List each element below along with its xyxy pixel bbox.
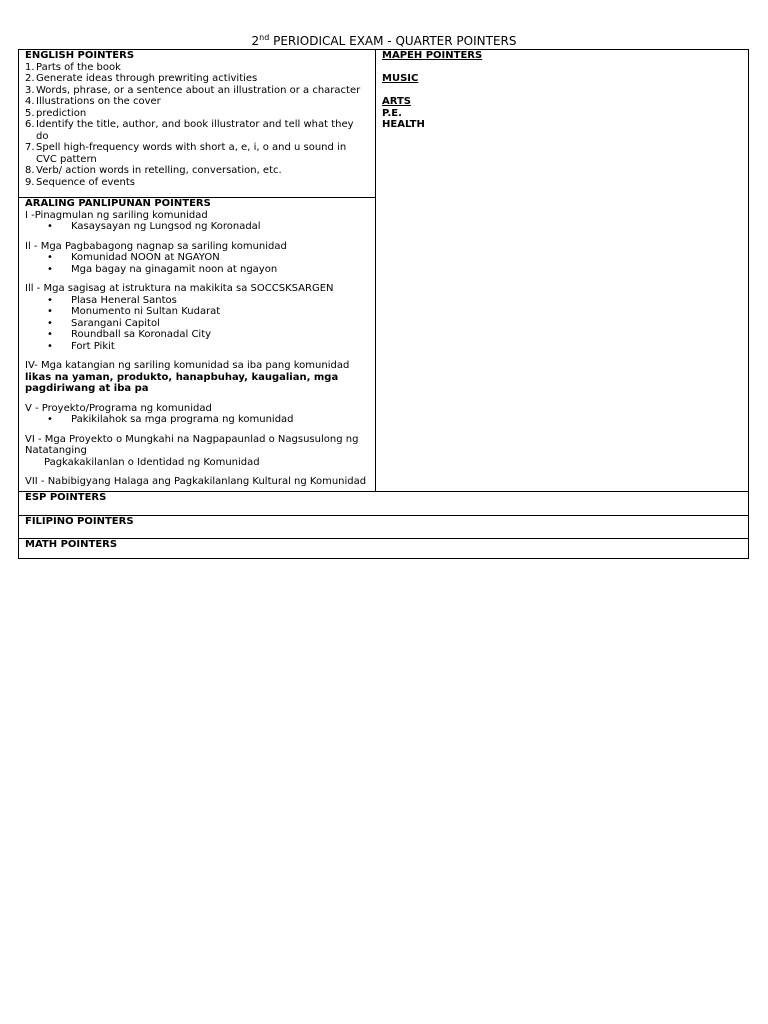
- list-item: • Sarangani Capitol: [47, 317, 160, 329]
- bullet-icon: •: [47, 340, 53, 352]
- bullet-icon: •: [47, 252, 53, 263]
- pointers-table: [18, 49, 749, 559]
- title-prefix: 2: [251, 34, 260, 48]
- bullet-icon: •: [47, 414, 53, 425]
- list-item: • Komunidad NOON at NGAYON: [47, 252, 220, 263]
- list-item: • Fort Pikit: [47, 340, 115, 352]
- math-heading: MATH POINTERS: [25, 539, 118, 550]
- section-bold-text: likas na yaman, produkto, hanapbuhay, kaugalian, mga pagdiriwang at iba pa: [25, 371, 339, 394]
- esp-row: [19, 491, 748, 515]
- section-heading: V - Proyekto/Programa ng komunidad: [25, 402, 212, 414]
- araling-heading: ARALING PANLIPUNAN POINTERS: [25, 198, 211, 209]
- bullet-icon: •: [47, 263, 53, 275]
- mapeh-heading: [382, 50, 742, 62]
- list-item: 4. Illustrations on the cover: [25, 96, 161, 107]
- list-item: 6. Identify the title, author, and book illustrator and tell what they do: [25, 119, 354, 142]
- list-item: • Kasaysayan ng Lungsod ng Koronadal: [47, 221, 261, 232]
- title-superscript: nd: [259, 33, 270, 42]
- english-cell: [19, 50, 376, 198]
- math-row: [19, 538, 748, 558]
- list-item: • Roundball sa Koronadal City: [47, 329, 212, 340]
- list-item: 9. Sequence of events: [25, 176, 136, 188]
- section-list: [25, 252, 369, 275]
- arts-label: ARTS: [382, 96, 412, 107]
- section-heading: VII - Nabibigyang Halaga ang Pagkakilanlang Kultural ng Komunidad: [25, 476, 367, 487]
- list-item: • Monumento ni Sultan Kudarat: [47, 306, 221, 317]
- list-item: 3. Words, phrase, or a sentence about an illustration or a character: [25, 84, 361, 96]
- health-label: HEALTH: [382, 119, 425, 130]
- section-heading: I -Pinagmulan ng sariling komunidad: [25, 209, 208, 221]
- list-item: • Mga bagay na ginagamit noon at ngayon: [47, 263, 278, 275]
- section-list: [25, 295, 369, 353]
- bullet-icon: •: [47, 329, 53, 340]
- filipino-row: [19, 515, 748, 538]
- section-list: [25, 414, 369, 426]
- list-item: • Pakikilahok sa mga programa ng komunidad: [47, 414, 294, 425]
- title-rest: PERIODICAL EXAM - QUARTER POINTERS: [269, 34, 517, 48]
- bullet-icon: •: [47, 306, 53, 317]
- filipino-heading: FILIPINO POINTERS: [25, 516, 134, 527]
- section-heading: VI - Mga Proyekto o Mungkahi na Nagpapaunlad o Nagsusulong ng Natatanging: [25, 433, 359, 456]
- esp-heading: ESP POINTERS: [25, 492, 107, 503]
- section-list: [25, 221, 369, 233]
- section-heading: Ill - Mga sagisag at istruktura na makikita sa SOCCSKSARGEN: [25, 283, 334, 294]
- mapeh-heading-rest: POINTERS: [425, 50, 483, 61]
- section-heading: IV- Mga katangian ng sariling komunidad sa iba pang komunidad: [25, 360, 350, 371]
- section-heading: Il - Mga Pagbabagong nagnap sa sariling komunidad: [25, 240, 287, 252]
- list-item: 5. prediction: [25, 107, 87, 119]
- music-label: MUSIC: [382, 73, 419, 84]
- list-item: 2. Generate ideas through prewriting activities: [25, 73, 258, 84]
- bullet-icon: •: [47, 294, 53, 306]
- page-title: [0, 33, 768, 49]
- araling-panlipunan-cell: [19, 198, 376, 492]
- list-item: 7. Spell high-frequency words with short a, e, i, o and u sound in CVC pattern: [25, 142, 347, 165]
- mapeh-heading-main: MAPEH: [382, 50, 426, 61]
- english-heading: ENGLISH POINTERS: [25, 50, 135, 61]
- pe-label: P.E.: [382, 107, 402, 119]
- section-subtext: Pagkakakilanlan o Identidad ng Komunidad: [44, 456, 260, 468]
- english-list: [25, 62, 369, 189]
- bullet-icon: •: [47, 221, 53, 232]
- list-item: 8. Verb/ action words in retelling, conversation, etc.: [25, 165, 282, 176]
- mapeh-cell: [376, 50, 748, 492]
- list-item: • Plasa Heneral Santos: [47, 294, 177, 306]
- bullet-icon: •: [47, 317, 53, 329]
- list-item: 1. Parts of the book: [25, 61, 121, 73]
